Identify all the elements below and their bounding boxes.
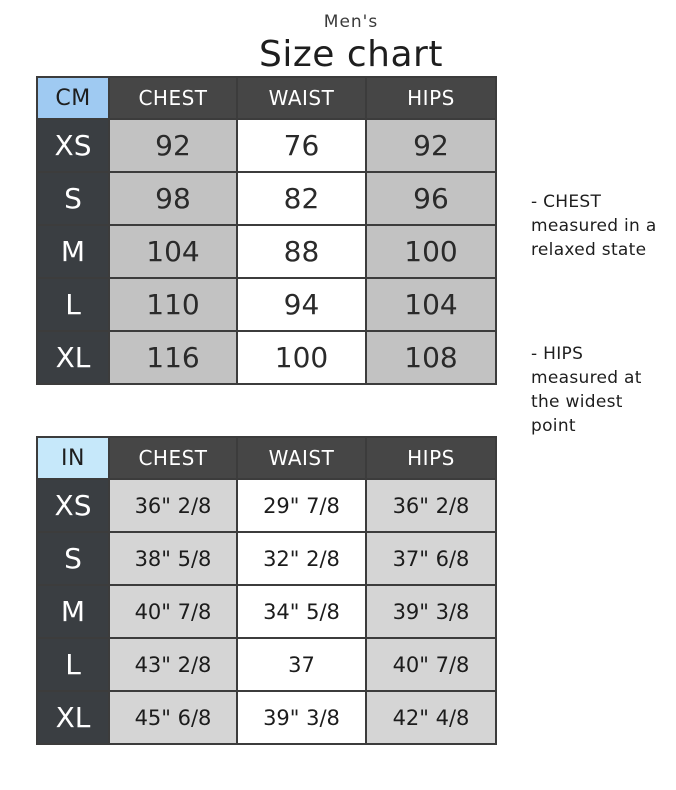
hips-cell: 42" 4/8 — [366, 691, 496, 744]
hips-cell: 100 — [366, 225, 496, 278]
chest-cell: 98 — [109, 172, 237, 225]
in-unit-label: IN — [37, 437, 109, 479]
table-row — [37, 532, 496, 585]
table-row — [37, 638, 496, 691]
hips-cell: 37" 6/8 — [366, 532, 496, 585]
table-row — [37, 479, 496, 532]
cm-col-hips: HIPS — [366, 77, 496, 119]
size-label: M — [37, 225, 109, 278]
cm-col-waist: WAIST — [237, 77, 366, 119]
hips-cell: 104 — [366, 278, 496, 331]
size-label: L — [37, 638, 109, 691]
hips-cell: 96 — [366, 172, 496, 225]
table-row — [37, 585, 496, 638]
chest-cell: 92 — [109, 119, 237, 172]
in-size-table — [36, 436, 497, 745]
chest-cell: 104 — [109, 225, 237, 278]
in-col-hips: HIPS — [366, 437, 496, 479]
size-label: M — [37, 585, 109, 638]
waist-cell: 100 — [237, 331, 366, 384]
size-label: S — [37, 532, 109, 585]
in-header-row — [37, 437, 496, 479]
waist-cell: 39" 3/8 — [237, 691, 366, 744]
hips-cell: 92 — [366, 119, 496, 172]
chest-cell: 40" 7/8 — [109, 585, 237, 638]
hips-cell: 36" 2/8 — [366, 479, 496, 532]
cm-unit-label: CM — [37, 77, 109, 119]
size-label: XS — [37, 479, 109, 532]
hips-cell: 39" 3/8 — [366, 585, 496, 638]
waist-cell: 94 — [237, 278, 366, 331]
chest-cell: 45" 6/8 — [109, 691, 237, 744]
table-row — [37, 119, 496, 172]
table-row — [37, 225, 496, 278]
cm-col-chest: CHEST — [109, 77, 237, 119]
in-col-waist: WAIST — [237, 437, 366, 479]
waist-cell: 29" 7/8 — [237, 479, 366, 532]
waist-cell: 88 — [237, 225, 366, 278]
chart-subtitle: Men's — [323, 12, 379, 32]
size-label: XL — [37, 331, 109, 384]
chest-cell: 110 — [109, 278, 237, 331]
cm-header-row — [37, 77, 496, 119]
table-row — [37, 278, 496, 331]
table-row — [37, 172, 496, 225]
chart-title: Size chart — [259, 34, 443, 75]
hips-measurement-note: - HIPS measured at the widest point — [531, 344, 642, 436]
size-label: L — [37, 278, 109, 331]
cm-size-table — [36, 76, 497, 385]
waist-cell: 34" 5/8 — [237, 585, 366, 638]
chest-cell: 38" 5/8 — [109, 532, 237, 585]
chest-cell: 43" 2/8 — [109, 638, 237, 691]
size-label: XS — [37, 119, 109, 172]
hips-cell: 40" 7/8 — [366, 638, 496, 691]
size-label: S — [37, 172, 109, 225]
chest-measurement-note: - CHEST measured in a relaxed state — [531, 192, 657, 260]
waist-cell: 82 — [237, 172, 366, 225]
chest-cell: 36" 2/8 — [109, 479, 237, 532]
chest-cell: 116 — [109, 331, 237, 384]
waist-cell: 32" 2/8 — [237, 532, 366, 585]
table-row — [37, 331, 496, 384]
in-col-chest: CHEST — [109, 437, 237, 479]
waist-cell: 76 — [237, 119, 366, 172]
table-row — [37, 691, 496, 744]
waist-cell: 37 — [237, 638, 366, 691]
hips-cell: 108 — [366, 331, 496, 384]
size-label: XL — [37, 691, 109, 744]
